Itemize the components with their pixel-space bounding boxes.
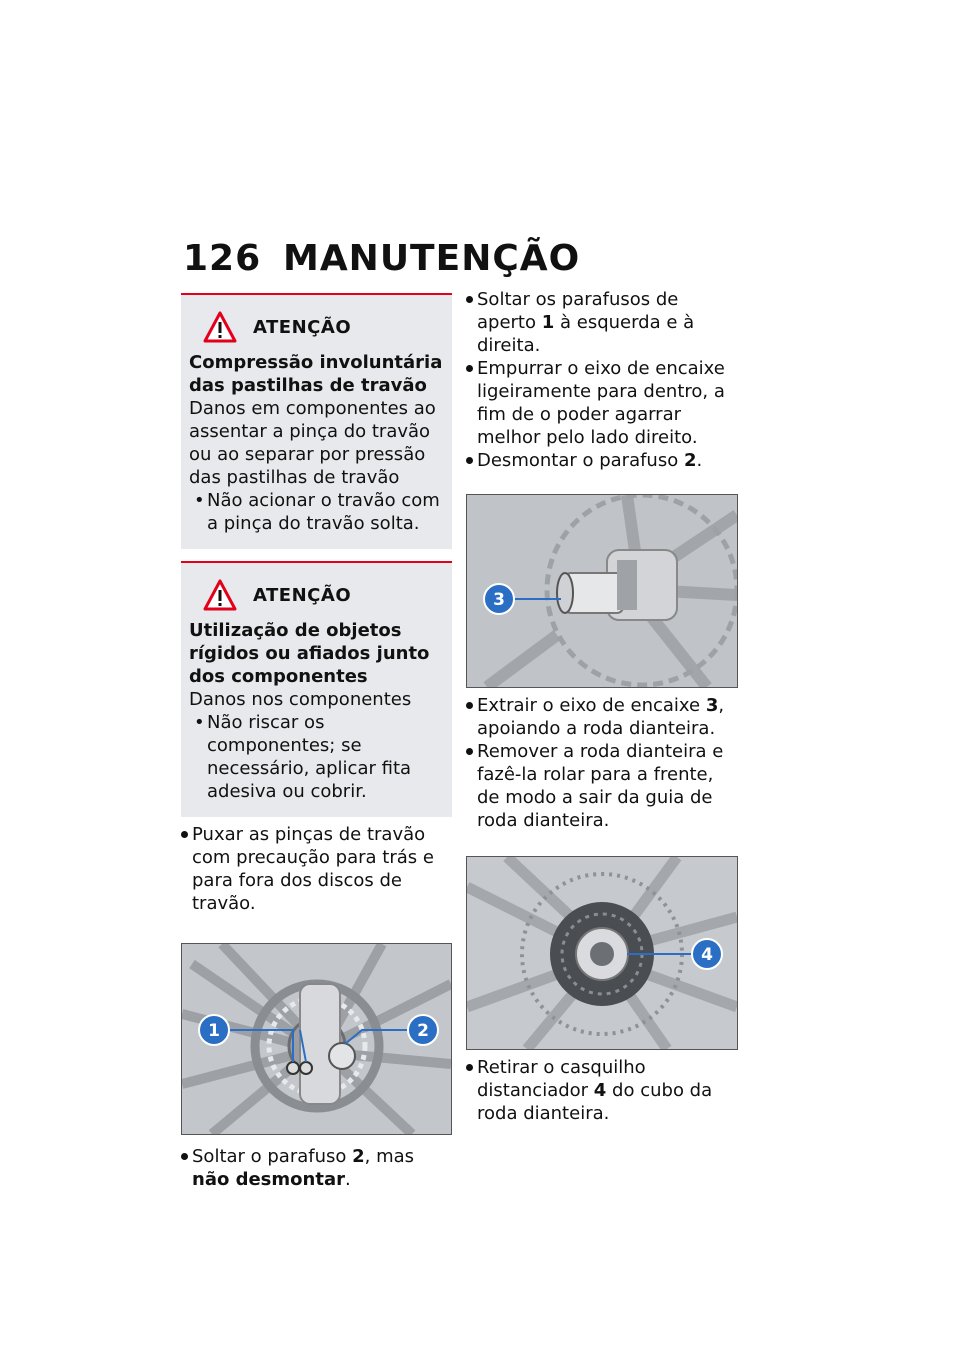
warning-text: Danos em componentes ao assentar a pinça do travão ou ao separar por pressão das pastilhas de travão	[189, 398, 436, 488]
step-loosen-clamp-screws: Soltar os parafusos de aperto 1 à esquerda e à direita.	[466, 288, 738, 357]
warning-title: Utilização de objetos rígidos ou afiados junto dos componentes	[189, 620, 430, 687]
step-loosen-screw-2: Soltar o parafuso 2, mas não desmontar.	[181, 1145, 452, 1191]
step-remove-screw-2: Desmontar o parafuso 2.	[466, 449, 738, 472]
right-column	[466, 288, 738, 1125]
warning-box-2	[181, 561, 452, 817]
page-number: 126	[183, 238, 262, 279]
warning-title: Compressão involuntária das pastilhas de travão	[189, 352, 443, 396]
left-column	[181, 293, 452, 1191]
callout-1-label: 1	[208, 1021, 220, 1041]
axle-illustration	[467, 495, 737, 687]
step-push-axle: Empurrar o eixo de encaixe ligeiramente para dentro, a fim de o poder agarrar melhor pelo lado direito.	[466, 357, 738, 449]
warning-text: Danos nos componentes	[189, 689, 412, 710]
bullet-dot	[466, 457, 473, 464]
warning-label: ATENÇÃO	[253, 316, 352, 338]
page-header	[183, 238, 743, 288]
warning-box-1	[181, 293, 452, 549]
hub-spacer-illustration	[467, 857, 737, 1049]
callout-4-label: 4	[701, 945, 713, 965]
bullet-dot	[466, 365, 473, 372]
bullet-dot	[181, 831, 188, 838]
step-remove-wheel: Remover a roda dianteira e fazê-la rolar para a frente, de modo a sair da guia de roda dianteira.	[466, 740, 738, 832]
bullet-dot	[466, 296, 473, 303]
figure-calipers-screws	[181, 943, 452, 1135]
step-extract-axle: Extrair o eixo de encaixe 3, apoiando a roda dianteira.	[466, 694, 738, 740]
bullet-dot	[466, 1064, 473, 1071]
warning-label: ATENÇÃO	[253, 584, 352, 606]
warning-bullet: • Não acionar o travão com a pinça do travão solta.	[189, 489, 444, 535]
figure-spacer-sleeve	[466, 856, 738, 1050]
bullet-dot	[181, 1153, 188, 1160]
wheel-hub-illustration	[182, 944, 451, 1134]
warning-triangle-icon	[203, 579, 237, 611]
figure-axle-extraction	[466, 494, 738, 688]
warning-bullet: • Não riscar os componentes; se necessário, aplicar fita adesiva ou cobrir.	[189, 711, 444, 803]
step-pull-calipers: Puxar as pinças de travão com precaução para trás e para fora dos discos de travão.	[181, 823, 452, 915]
callout-3-label: 3	[493, 590, 505, 610]
warning-triangle-icon	[203, 311, 237, 343]
callout-2-label: 2	[417, 1021, 429, 1041]
section-title: MANUTENÇÃO	[283, 238, 581, 279]
bullet-dot	[466, 702, 473, 709]
step-remove-spacer: Retirar o casquilho distanciador 4 do cubo da roda dianteira.	[466, 1056, 738, 1125]
bullet-dot	[466, 748, 473, 755]
